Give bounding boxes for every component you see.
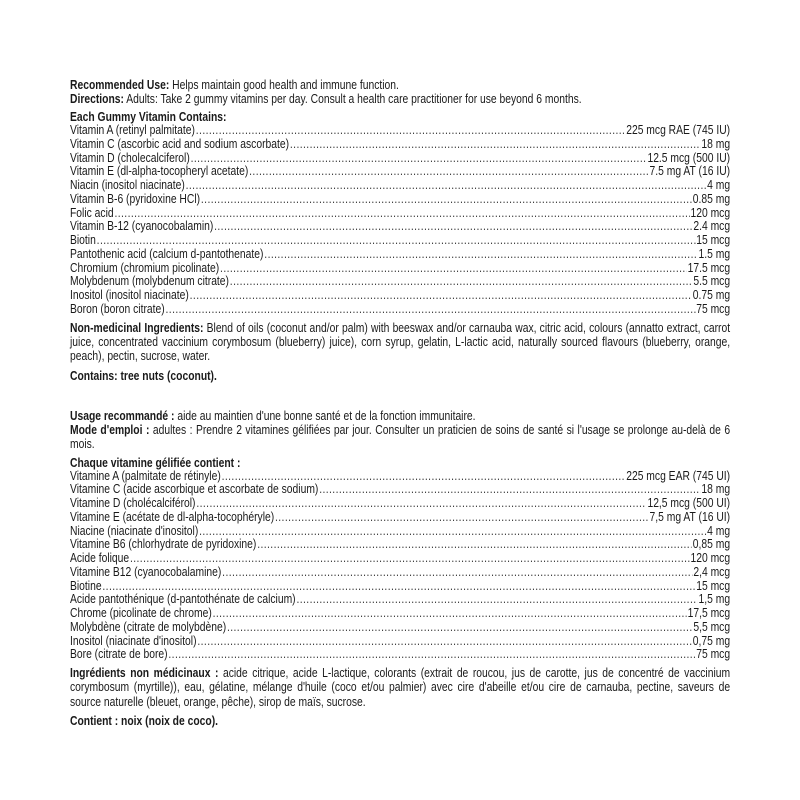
recommended-use-text-fr: aide au maintien d'une bonne santé et de la fonction immunitaire.: [174, 408, 476, 423]
ingredient-row: [70, 552, 730, 566]
recommended-use: [70, 78, 730, 92]
dot-leader: [130, 552, 690, 566]
dot-leader: [214, 220, 692, 234]
ingredient-amount: 120 mcg: [690, 551, 731, 566]
ingredient-amount: 0,75 mg: [692, 633, 731, 648]
ingredient-amount: 225 mcg EAR (745 UI): [626, 468, 731, 483]
ingredient-row: [70, 497, 730, 511]
ingredient-amount: 12,5 mcg (500 UI): [647, 496, 731, 511]
allergen-statement-fr: Contient : noix (noix de coco).: [70, 714, 219, 729]
dot-leader: [97, 234, 696, 248]
ingredient-amount: 5,5 mcg: [693, 619, 731, 634]
ingredient-amount: 75 mcg: [696, 647, 731, 662]
recommended-use-label: Recommended Use:: [70, 78, 170, 92]
dot-leader: [230, 275, 693, 289]
ingredient-amount: 75 mcg: [696, 301, 731, 316]
ingredient-amount: 1.5 mg: [698, 246, 731, 261]
ingredient-amount: 7.5 mg AT (16 IU): [649, 164, 731, 179]
ingredients-heading-fr: Chaque vitamine gélifiée contient :: [70, 455, 241, 470]
ingredient-amount: 4 mg: [707, 178, 731, 192]
ingredient-amount: 1,5 mg: [698, 592, 731, 607]
recommended-use-fr: [70, 409, 730, 423]
dot-leader: [222, 566, 692, 580]
ingredient-row: [70, 525, 730, 539]
ingredients-heading: Each Gummy Vitamin Contains:: [70, 110, 227, 124]
ingredient-name: Boron (boron citrate): [70, 301, 165, 316]
dot-leader: [220, 262, 687, 276]
ingredient-name: Acide pantothénique (d-pantothénate de calcium): [70, 592, 296, 607]
non-medicinal-text: Blend of oils (coconut and/or palm) with beeswax and/or carnauba wax, citric acid, colours (annatto extract, carrot juice, concentrated vaccinium corymbosum (blueberry) juice), corn syrup, gelatin, L-lactic acid, naturally sourced flavours (blueberry, orange, peach), pectin, sucrose, water.: [70, 320, 731, 364]
ingredient-row: [70, 635, 730, 649]
ingredient-name: Biotine: [70, 578, 102, 593]
ingredient-amount: 225 mcg RAE (745 IU): [626, 123, 731, 137]
ingredient-row: [70, 152, 730, 166]
ingredient-name: Vitamine B12 (cyanocobalamine): [70, 564, 222, 579]
ingredient-name: Biotin: [70, 233, 96, 247]
ingredient-row: [70, 538, 730, 552]
ingredient-amount: 0.85 mg: [692, 191, 731, 206]
english-section: [70, 78, 730, 383]
ingredient-name: Vitamin A (retinyl palmitate): [70, 123, 195, 137]
ingredient-amount: 2,4 mcg: [693, 564, 731, 579]
ingredient-name: Vitamin E (dl-alpha-tocopheryl acetate): [70, 164, 249, 179]
ingredient-name: Vitamin C (ascorbic acid and sodium ascorbate): [70, 136, 290, 151]
dot-leader: [201, 193, 692, 207]
ingredient-row: [70, 593, 730, 607]
non-medicinal-ingredients: [70, 321, 730, 364]
dot-leader: [190, 289, 692, 303]
non-medicinal-label: Non-medicinal Ingredients:: [70, 320, 204, 335]
ingredient-row: [70, 289, 730, 303]
directions-text: Adults: Take 2 gummy vitamins per day. Consult a health care practitioner for use beyond 6 months.: [123, 92, 582, 106]
dot-leader: [102, 580, 695, 594]
directions: [70, 92, 730, 106]
non-medicinal-text-fr: acide citrique, acide L-lactique, colorants (extrait de roucou, jus de carotte, jus de concentré de vaccinium corymbosum (myrtille)), eau, gélatine, mélange d'huile (coco et/ou palmier) avec cire d'abeille et/ou cire de carnauba, pectine, saveurs de source naturelle (bleuet, orange, pêche), sirop de maïs, sucrose.: [70, 666, 731, 709]
ingredient-name: Molybdène (citrate de molybdène): [70, 619, 227, 634]
ingredient-row: [70, 607, 730, 621]
ingredient-row: [70, 566, 730, 580]
dot-leader: [196, 124, 626, 138]
non-medicinal-label-fr: Ingrédients non médicinaux :: [70, 666, 219, 681]
ingredient-row: [70, 138, 730, 152]
directions-label-fr: Mode d'emploi :: [70, 422, 150, 437]
ingredient-list: [70, 124, 730, 317]
ingredient-amount: 18 mg: [701, 136, 731, 151]
dot-leader: [197, 635, 692, 649]
supplement-label: [70, 78, 730, 728]
ingredient-row: [70, 275, 730, 289]
dot-leader: [191, 152, 647, 166]
dot-leader: [227, 621, 693, 635]
ingredient-row: [70, 207, 730, 221]
ingredient-name: Vitamine E (acétate de dl-alpha-tocophéryle): [70, 509, 275, 524]
directions-fr: [70, 423, 730, 452]
ingredient-amount: 120 mcg: [690, 205, 731, 220]
ingredient-row: [70, 179, 730, 193]
ingredient-row: [70, 262, 730, 276]
ingredient-row: [70, 248, 730, 262]
ingredient-name: Inositol (niacinate d'inositol): [70, 633, 197, 648]
ingredient-amount: 17,5 mcg: [687, 606, 731, 621]
ingredient-name: Niacine (niacinate d'inositol): [70, 523, 199, 538]
ingredient-name: Bore (citrate de bore): [70, 647, 168, 662]
dot-leader: [199, 525, 706, 539]
ingredient-name: Inositol (inositol niacinate): [70, 288, 189, 302]
ingredient-row: [70, 193, 730, 207]
directions-text-fr: adultes : Prendre 2 vitamines gélifiées par jour. Consulter un praticien de soins de santé si l'usage se prolonge au-delà de 6 mois.: [70, 422, 731, 452]
ingredient-amount: 15 mcg: [696, 233, 731, 247]
ingredient-amount: 0,85 mg: [692, 537, 731, 552]
allergen-statement: Contains: tree nuts (coconut).: [70, 368, 217, 383]
dot-leader: [114, 207, 689, 221]
ingredient-row: [70, 483, 730, 497]
recommended-use-text: Helps maintain good health and immune function.: [169, 78, 399, 92]
ingredient-row: [70, 580, 730, 594]
directions-label: Directions:: [70, 92, 124, 106]
ingredient-row: [70, 124, 730, 138]
ingredient-name: Vitamin D (cholecalciferol): [70, 150, 190, 165]
dot-leader: [290, 138, 701, 152]
ingredient-amount: 2.4 mcg: [693, 219, 731, 234]
dot-leader: [222, 470, 626, 484]
ingredient-name: Chrome (picolinate de chrome): [70, 606, 212, 621]
dot-leader: [249, 165, 649, 179]
dot-leader: [186, 179, 707, 193]
ingredient-name: Vitamin B-12 (cyanocobalamin): [70, 219, 214, 234]
dot-leader: [264, 248, 697, 262]
ingredient-row: [70, 470, 730, 484]
ingredient-name: Vitamine C (acide ascorbique et ascorbate de sodium): [70, 482, 319, 497]
ingredient-amount: 12.5 mcg (500 IU): [647, 150, 731, 165]
ingredient-name: Vitamin B-6 (pyridoxine HCl): [70, 191, 201, 206]
dot-leader: [296, 593, 697, 607]
recommended-use-label-fr: Usage recommandé :: [70, 408, 175, 423]
ingredient-amount: 18 mg: [701, 482, 731, 497]
ingredient-amount: 15 mcg: [696, 578, 731, 593]
ingredient-amount: 5.5 mcg: [693, 274, 731, 289]
ingredient-name: Molybdenum (molybdenum citrate): [70, 274, 229, 289]
ingredient-row: [70, 303, 730, 317]
dot-leader: [168, 648, 695, 662]
ingredient-amount: 7,5 mg AT (16 UI): [649, 509, 731, 524]
dot-leader: [275, 511, 649, 525]
ingredient-name: Folic acid: [70, 205, 114, 220]
ingredient-row: [70, 220, 730, 234]
ingredient-name: Niacin (inositol niacinate): [70, 178, 185, 192]
ingredient-amount: 17.5 mcg: [687, 260, 731, 275]
ingredient-row: [70, 234, 730, 248]
ingredient-name: Acide folique: [70, 551, 130, 566]
dot-leader: [213, 607, 687, 621]
dot-leader: [166, 303, 696, 317]
ingredient-row: [70, 511, 730, 525]
ingredient-row: [70, 165, 730, 179]
dot-leader: [257, 538, 692, 552]
ingredient-amount: 4 mg: [707, 523, 731, 538]
dot-leader: [196, 497, 646, 511]
ingredient-name: Chromium (chromium picolinate): [70, 260, 220, 275]
ingredient-row: [70, 621, 730, 635]
ingredient-row: [70, 648, 730, 662]
ingredient-name: Vitamine B6 (chlorhydrate de pyridoxine): [70, 537, 257, 552]
ingredient-name: Vitamine D (cholécalciférol): [70, 496, 196, 511]
ingredient-name: Vitamine A (palmitate de rétinyle): [70, 468, 221, 483]
french-section: [70, 409, 730, 729]
ingredient-name: Pantothenic acid (calcium d-pantothenate): [70, 246, 264, 261]
non-medicinal-ingredients-fr: [70, 666, 730, 709]
ingredient-amount: 0.75 mg: [692, 288, 731, 302]
ingredient-list-fr: [70, 470, 730, 663]
dot-leader: [319, 483, 700, 497]
